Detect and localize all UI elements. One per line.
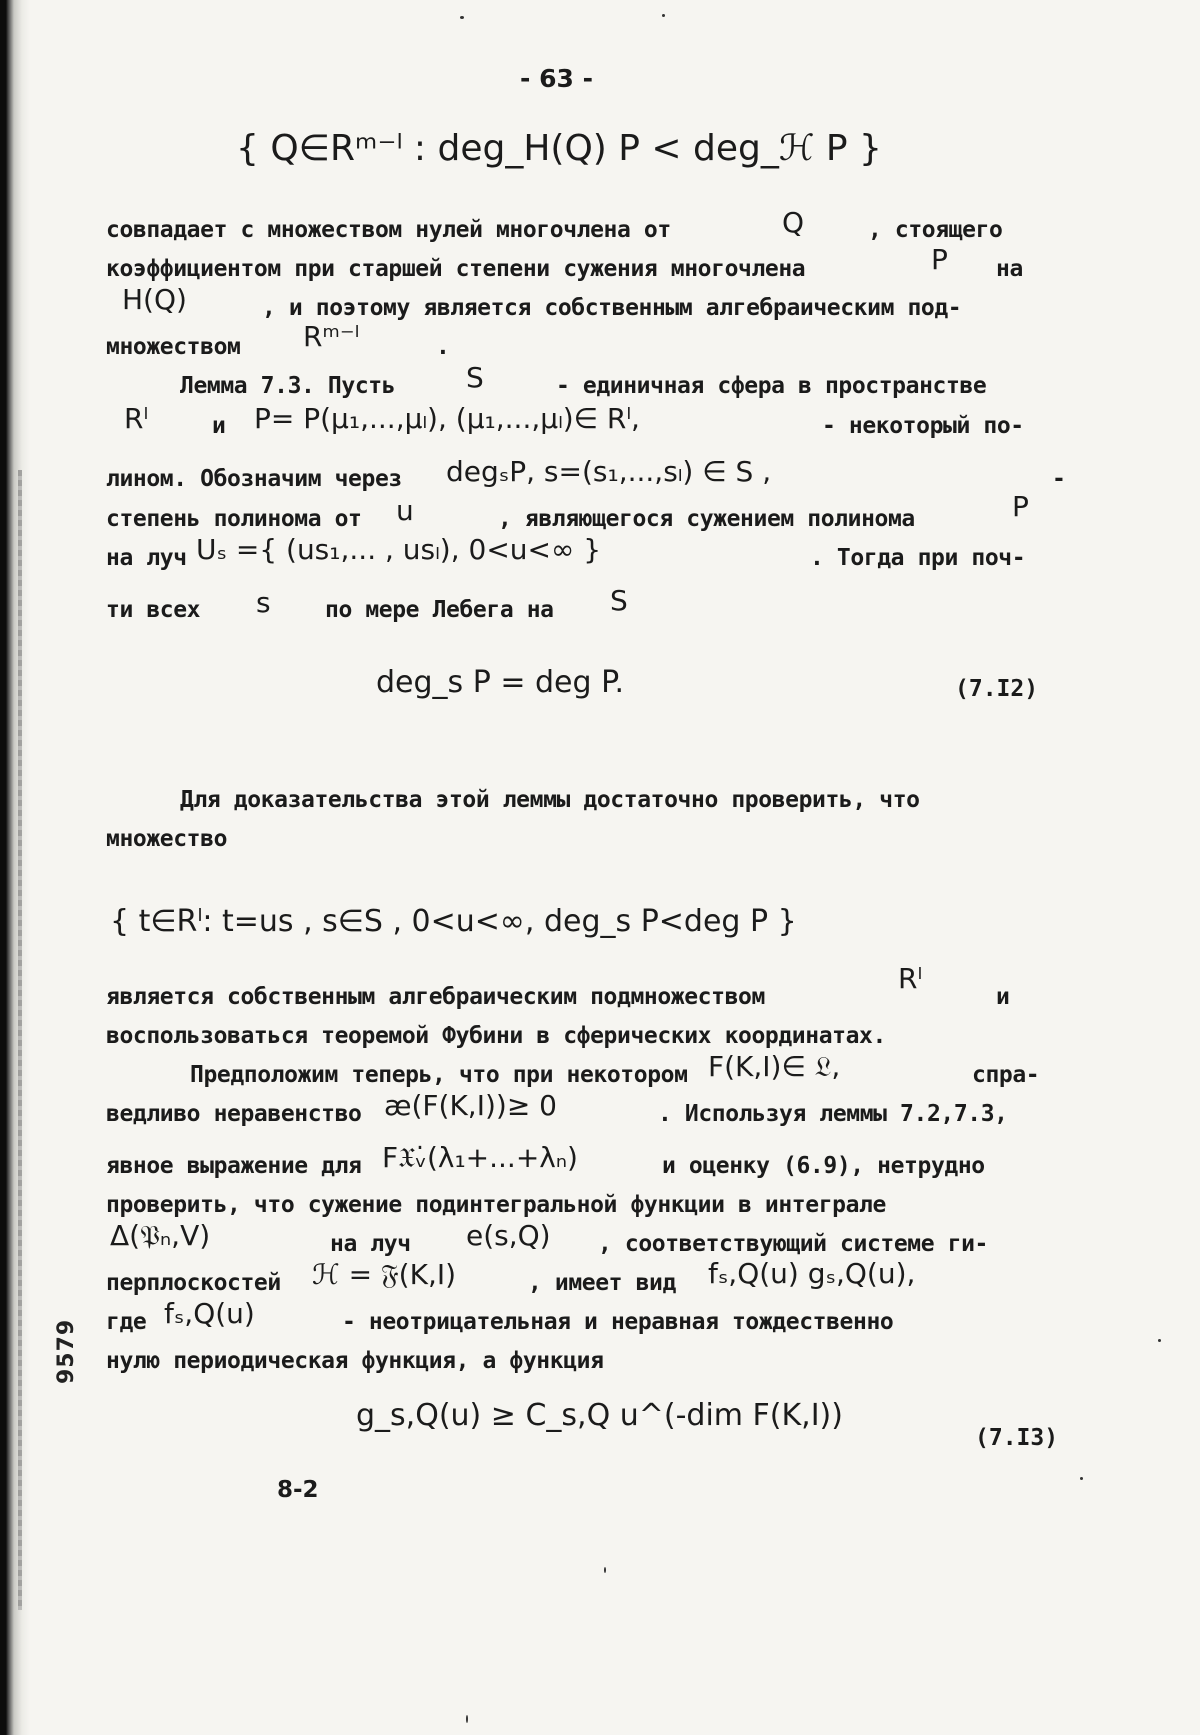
text-line-21a: где	[106, 1309, 147, 1335]
text-line-9c: . Тогда при поч-	[810, 545, 1026, 571]
text-line-20d: fₛ,Q(u) gₛ,Q(u),	[708, 1257, 916, 1290]
text-line-6c: P= P(μ₁,...,μₗ), (μ₁,...,μₗ)∈ Rˡ,	[254, 402, 640, 435]
binding-shadow	[18, 470, 22, 1610]
text-line-19a: Δ(𝔓ₙ,V)	[110, 1219, 211, 1252]
text-line-16c: . Используя леммы 7.2,7.3,	[658, 1101, 1008, 1127]
text-line-6a: Rˡ	[124, 402, 149, 435]
text-line-11: Для доказательства этой леммы достаточно проверить, что	[180, 787, 920, 813]
text-line-5c: - единичная сфера в пространстве	[556, 373, 987, 399]
text-line-21c: - неотрицательная и неравная тождественно	[342, 1309, 894, 1335]
footer-signature-mark: 8-2	[277, 1477, 319, 1503]
text-line-20c: , имеет вид	[528, 1270, 676, 1296]
text-line-9a: на луч	[106, 545, 187, 571]
text-line-13b: Rˡ	[898, 962, 923, 995]
text-line-1a: совпадает с множеством нулей многочлена от	[106, 217, 671, 243]
text-line-8b: u	[396, 494, 414, 527]
text-line-8c: , являющегося сужением полинома	[498, 506, 915, 532]
text-line-7a: лином. Обозначим через	[106, 466, 402, 492]
text-line-18: проверить, что сужение подинтегральной функции в интеграле	[106, 1192, 886, 1218]
text-line-2a: коэффициентом при старшей степени сужения многочлена	[106, 256, 806, 282]
text-line-8d: P	[1012, 490, 1029, 523]
binding-edge	[0, 0, 30, 1735]
text-line-5a: Лемма 7.3. Пусть	[180, 373, 396, 399]
text-line-15c: спра-	[972, 1062, 1040, 1088]
formula-set-q: { Q∈Rᵐ⁻ˡ : deg_H(Q) P < deg_ℋ P }	[236, 128, 882, 169]
scan-speck	[604, 1567, 606, 1573]
text-line-22: нулю периодическая функция, а функция	[106, 1348, 604, 1374]
text-line-12: множество	[106, 826, 228, 852]
text-line-10d: S	[610, 584, 628, 617]
formula-deg-s: deg_s P = deg P.	[376, 665, 625, 700]
text-line-17c: и оценку (6.9), нетрудно	[662, 1153, 985, 1179]
formula-set-t: { t∈Rˡ: t=us , s∈S , 0<u<∞, deg_s P<deg P }	[110, 904, 797, 939]
scan-speck	[460, 16, 464, 19]
text-line-2b: P	[931, 243, 948, 276]
text-line-4b: Rᵐ⁻ˡ	[303, 320, 360, 353]
text-line-15b: F(K,I)∈ 𝔏,	[708, 1050, 841, 1083]
scan-speck	[662, 14, 665, 17]
text-line-7b: degₛP, s=(s₁,...,sₗ) ∈ S ,	[446, 455, 772, 488]
text-line-19b: на луч	[330, 1231, 411, 1257]
text-line-5b: S	[466, 361, 484, 394]
text-line-19d: , соответствующий системе ги-	[598, 1231, 988, 1257]
text-line-7c: -	[1052, 466, 1066, 492]
text-line-16b: æ(F(K,I))≥ 0	[384, 1089, 557, 1122]
text-line-19c: e(s,Q)	[466, 1219, 551, 1252]
text-line-17a: явное выражение для	[106, 1153, 362, 1179]
text-line-6b: и	[212, 413, 226, 439]
text-line-20b: ℋ = 𝔉(K,I)	[312, 1258, 457, 1291]
text-line-14: воспользоваться теоремой Фубини в сферических координатах.	[106, 1023, 886, 1049]
text-line-10a: ти всех	[106, 597, 201, 623]
text-line-10c: по мере Лебега на	[325, 597, 554, 623]
text-line-1b: Q	[782, 206, 805, 239]
equation-number-7-13: (7.I3)	[975, 1425, 1059, 1451]
text-line-20a: перплоскостей	[106, 1270, 281, 1296]
text-line-4c: .	[436, 334, 450, 360]
text-line-2c: на	[996, 256, 1023, 282]
text-line-3a: H(Q)	[122, 283, 187, 316]
text-line-17b: F𝔛ᵥ̇(λ₁+...+λₙ)	[382, 1141, 578, 1174]
text-line-21b: fₛ,Q(u)	[164, 1297, 255, 1330]
text-line-15a: Предположим теперь, что при некотором	[190, 1062, 688, 1088]
text-line-10b: s	[256, 586, 271, 619]
scan-speck	[1080, 1477, 1083, 1480]
text-line-13a: является собственным алгебраическим подмножеством	[106, 984, 765, 1010]
text-line-3b: , и поэтому является собственным алгебраическим под-	[262, 295, 962, 321]
text-line-4a: множеством	[106, 334, 241, 360]
side-archive-number: 9579	[54, 1318, 79, 1384]
scan-speck	[466, 1715, 468, 1723]
equation-number-7-12: (7.I2)	[955, 676, 1039, 702]
text-line-13c: и	[996, 984, 1010, 1010]
text-line-9b: Uₛ ={ (us₁,... , usₗ), 0<u<∞ }	[196, 533, 602, 566]
scan-speck	[1158, 1339, 1161, 1342]
formula-g-estimate: g_s,Q(u) ≥ C_s,Q u^(-dim F(K,I))	[356, 1398, 843, 1433]
text-line-8a: степень полинома от	[106, 506, 362, 532]
text-line-16a: ведливо неравенство	[106, 1101, 362, 1127]
page-number: - 63 -	[520, 64, 593, 93]
text-line-1c: , стоящего	[868, 217, 1003, 243]
text-line-6d: - некоторый по-	[822, 413, 1024, 439]
